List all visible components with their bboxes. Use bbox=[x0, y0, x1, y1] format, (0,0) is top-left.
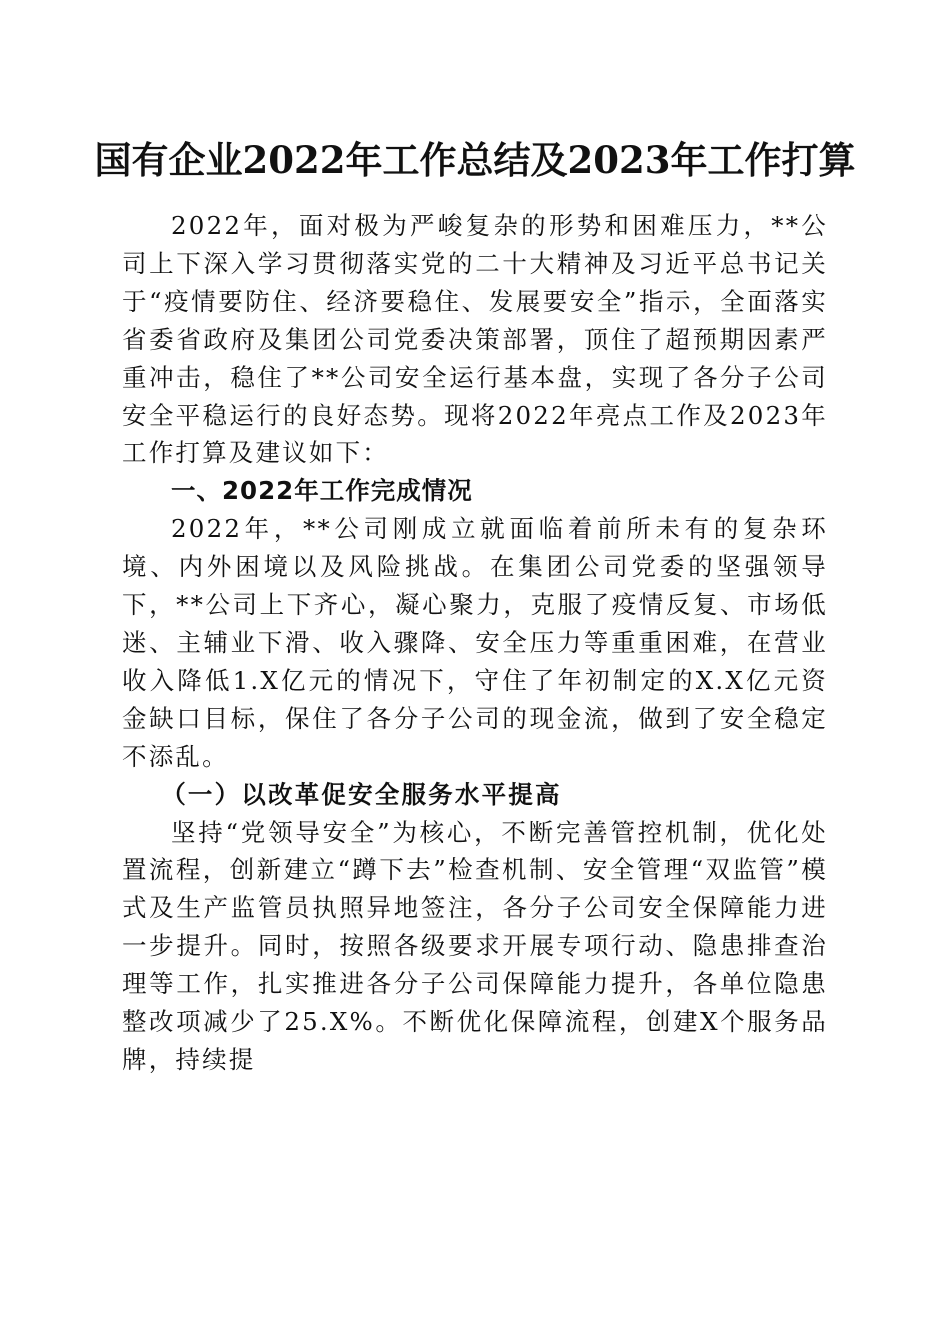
subsection-heading-reform-safety: （一）以改革促安全服务水平提高 bbox=[161, 779, 562, 809]
section-2022-paragraph: 2022年，**公司刚成立就面临着前所未有的复杂环境、内外困境以及风险挑战。在集团公司党委的坚强领导下，**公司上下齐心，凝心聚力，克服了疫情反复、市场低迷、主辅业下滑、收入骤降、安全压力等重重困难，在营业收入降低1.X亿元的情况下，守住了年初制定的X.X亿元资金缺口目标，保住了各分子公司的现金流，做到了安全稳定不添乱。 bbox=[122, 514, 828, 771]
document-title: 国有企业2022年工作总结及2023年工作打算 bbox=[94, 138, 856, 182]
subsection-reform-safety-paragraph: 坚持“党领导安全”为核心，不断完善管控机制，优化处置流程，创新建立“蹲下去”检查机制、安全管理“双监管”模式及生产监管员执照异地签注，各分子公司安全保障能力进一步提升。同时，按照各级要求开展专项行动、隐患排查治理等工作，扎实推进各分子公司保障能力提升，各单位隐患整改项减少了25.X%。不断优化保障流程，创建X个服务品牌，持续提 bbox=[122, 817, 828, 1074]
section-heading-2022-work: 一、2022年工作完成情况 bbox=[171, 476, 473, 506]
intro-paragraph: 2022年，面对极为严峻复杂的形势和困难压力，**公司上下深入学习贯彻落实党的二十大精神及习近平总书记关于“疫情要防住、经济要稳住、发展要安全”指示，全面落实省委省政府及集团公司党委决策部署，顶住了超预期因素严重冲击，稳住了**公司安全运行基本盘，实现了各分子公司安全平稳运行的良好态势。现将2022年亮点工作及2023年工作打算及建议如下： bbox=[122, 211, 828, 468]
document-body bbox=[122, 207, 828, 1079]
